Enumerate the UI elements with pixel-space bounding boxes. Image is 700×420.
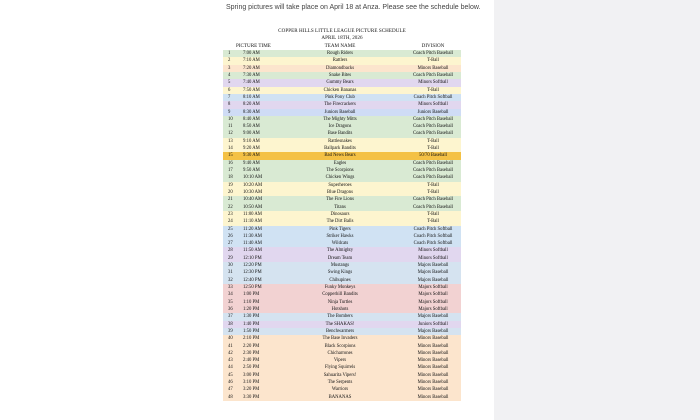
- side-panel: [494, 0, 700, 420]
- row-division: Minors Softball: [418, 80, 448, 86]
- schedule-row: [223, 50, 461, 57]
- row-team-name: Juniors Baseball: [324, 109, 356, 115]
- row-number: 26: [228, 233, 233, 239]
- row-division: 50/70 Baseball: [419, 153, 447, 159]
- schedule-row: [223, 386, 461, 393]
- row-number: 40: [228, 336, 233, 342]
- schedule-row: [223, 145, 461, 152]
- row-division: Minors Baseball: [417, 65, 449, 71]
- row-number: 43: [228, 358, 233, 364]
- row-division: Coach Pitch Baseball: [412, 160, 454, 166]
- row-time: 10:10 AM: [243, 175, 263, 181]
- row-team-name: BANANAS: [328, 394, 352, 400]
- row-time: 1:40 PM: [243, 321, 260, 327]
- header-picture-time: PICTURE TIME: [236, 43, 271, 49]
- row-team-name: Chicken Wings: [325, 175, 355, 181]
- row-team-name: Ballpark Bandits: [324, 146, 356, 152]
- row-division: Juniors Baseball: [417, 109, 449, 115]
- row-number: 24: [228, 219, 233, 225]
- schedule-row: [223, 109, 461, 116]
- row-number: 47: [228, 387, 233, 393]
- row-number: 45: [228, 372, 233, 378]
- row-number: 36: [228, 306, 233, 312]
- row-division: Minors Baseball: [417, 365, 449, 371]
- schedule-row: [223, 152, 461, 159]
- row-division: T-Ball: [427, 146, 439, 152]
- row-division: Majors Baseball: [417, 263, 449, 269]
- row-division: Majors Baseball: [417, 270, 449, 276]
- row-time: 12:40 PM: [243, 277, 262, 283]
- row-time: 10:20 AM: [243, 182, 263, 188]
- row-division: Juniors Softball: [418, 321, 448, 327]
- row-division: Minors Baseball: [417, 336, 449, 342]
- row-division: Coach Pitch Baseball: [412, 168, 454, 173]
- row-time: 11:00 AM: [243, 211, 262, 217]
- row-team-name: Striker Hawks: [326, 233, 354, 239]
- row-team-name: Chihupines: [329, 277, 351, 283]
- row-time: 7:30 AM: [243, 72, 260, 78]
- row-time: 9:30 AM: [243, 153, 260, 159]
- schedule-row: [223, 138, 461, 145]
- row-number: 1: [228, 51, 231, 56]
- row-time: 12:30 PM: [243, 270, 262, 276]
- row-number: 4: [228, 72, 231, 78]
- row-time: 12:10 PM: [243, 255, 262, 261]
- row-number: 32: [228, 277, 233, 283]
- row-division: Coach Pitch Baseball: [412, 72, 454, 78]
- row-division: T-Ball: [427, 189, 439, 195]
- row-time: 7:40 AM: [243, 80, 260, 86]
- row-time: 11:20 AM: [243, 226, 262, 232]
- row-number: 7: [228, 94, 231, 100]
- schedule-row: [223, 277, 461, 284]
- row-number: 25: [228, 226, 233, 232]
- row-number: 9: [228, 109, 231, 115]
- row-team-name: Dream Team: [327, 255, 353, 261]
- row-division: Minors Baseball: [417, 380, 449, 386]
- row-number: 30: [228, 263, 233, 269]
- schedule-row: [223, 123, 461, 130]
- row-number: 35: [228, 299, 233, 305]
- row-time: 3:00 PM: [243, 372, 260, 378]
- row-division: T-Ball: [427, 182, 439, 188]
- row-division: Minors Baseball: [417, 350, 449, 356]
- intro-text: Spring pictures will take place on April 18 at Anza. Please see the schedule below.: [226, 4, 481, 11]
- row-division: Majors Baseball: [417, 277, 449, 283]
- row-number: 3: [228, 65, 231, 71]
- row-team-name: Wildcats: [331, 241, 349, 247]
- row-division: Coach Pitch Softball: [413, 226, 453, 232]
- row-time: 8:10 AM: [243, 94, 260, 100]
- row-time: 2:30 PM: [243, 350, 260, 356]
- schedule-row: [223, 218, 461, 225]
- row-time: 8:30 AM: [243, 109, 260, 115]
- row-division: Minors Softball: [418, 255, 448, 261]
- schedule-row: [223, 306, 461, 313]
- row-team-name: Warriors: [331, 387, 349, 393]
- schedule-row: [223, 335, 461, 342]
- row-team-name: Superheroes: [328, 182, 352, 188]
- row-number: 13: [228, 138, 233, 144]
- row-time: 2:40 PM: [243, 358, 260, 364]
- row-time: 1:10 PM: [243, 299, 260, 305]
- row-team-name: Chicharrones: [327, 350, 353, 356]
- schedule-rows: [223, 50, 461, 401]
- row-division: Majors Softball: [418, 299, 448, 305]
- schedule-row: [223, 262, 461, 269]
- schedule-row: [223, 247, 461, 254]
- row-time: 11:10 AM: [243, 219, 262, 225]
- row-time: 7:20 AM: [243, 65, 260, 71]
- row-number: 5: [228, 80, 231, 86]
- row-number: 28: [228, 248, 233, 254]
- schedule-row: [223, 130, 461, 137]
- schedule-row: [223, 291, 461, 298]
- schedule-date: APRIL 18TH, 2026: [321, 35, 363, 41]
- row-time: 12:50 PM: [243, 285, 262, 290]
- schedule-header-row: [223, 43, 461, 50]
- row-time: 1:30 PM: [243, 314, 260, 320]
- row-number: 48: [228, 394, 233, 400]
- row-time: 2:50 PM: [243, 365, 260, 371]
- row-number: 27: [228, 241, 233, 247]
- schedule-row: [223, 182, 461, 189]
- row-time: 1:00 PM: [243, 292, 260, 298]
- row-number: 37: [228, 314, 233, 320]
- row-division: Minors Baseball: [417, 343, 449, 349]
- row-division: Majors Baseball: [417, 328, 449, 334]
- row-division: Minors Baseball: [417, 358, 449, 364]
- row-number: 42: [228, 350, 233, 356]
- row-number: 46: [228, 380, 233, 386]
- row-division: Coach Pitch Softball: [413, 233, 453, 239]
- row-division: Coach Pitch Softball: [413, 241, 453, 247]
- schedule-row: [223, 350, 461, 357]
- row-number: 29: [228, 255, 233, 261]
- row-time: 7:10 AM: [243, 58, 260, 64]
- schedule-row: [223, 357, 461, 364]
- row-time: 9:10 AM: [243, 138, 260, 144]
- row-time: 8:20 AM: [243, 102, 260, 108]
- row-time: 12:20 PM: [243, 263, 262, 269]
- row-team-name: The Dirt Balls: [326, 219, 354, 225]
- schedule-row: [223, 87, 461, 94]
- row-number: 44: [228, 365, 233, 371]
- row-number: 39: [228, 328, 233, 334]
- row-team-name: The Bombers: [327, 314, 353, 320]
- schedule-row: [223, 255, 461, 262]
- row-division: Minors Baseball: [417, 387, 449, 393]
- row-division: T-Ball: [427, 87, 439, 93]
- row-team-name: Flying Squirrels: [324, 365, 356, 371]
- row-number: 17: [228, 168, 233, 173]
- row-time: 8:50 AM: [243, 124, 260, 130]
- schedule-row: [223, 372, 461, 379]
- row-team-name: Black Scorpions: [324, 343, 356, 349]
- row-number: 11: [228, 124, 233, 130]
- row-number: 12: [228, 131, 233, 137]
- row-number: 20: [228, 189, 233, 195]
- row-team-name: The Base Invaders: [322, 336, 358, 342]
- row-team-name: Rattlers: [332, 58, 348, 64]
- row-number: 31: [228, 270, 233, 276]
- row-number: 2: [228, 58, 231, 64]
- row-team-name: Ninja Turtles: [327, 299, 353, 305]
- row-division: Coach Pitch Baseball: [412, 204, 454, 210]
- row-team-name: Funky Monkeys: [324, 285, 356, 290]
- schedule-row: [223, 379, 461, 386]
- row-number: 22: [228, 204, 233, 210]
- schedule-row: [223, 269, 461, 276]
- row-time: 10:50 AM: [243, 204, 263, 210]
- row-time: 11:30 AM: [243, 233, 262, 239]
- row-team-name: Hotshots: [331, 306, 349, 312]
- row-division: Majors Softball: [418, 285, 448, 290]
- row-number: 33: [228, 285, 233, 290]
- schedule-row: [223, 204, 461, 211]
- row-number: 16: [228, 160, 233, 166]
- row-number: 34: [228, 292, 233, 298]
- header-division: DIVISION: [421, 43, 445, 49]
- row-team-name: Base Bandits: [327, 131, 353, 137]
- row-time: 1:20 PM: [243, 306, 260, 312]
- schedule-row: [223, 321, 461, 328]
- schedule-row: [223, 299, 461, 306]
- row-number: 14: [228, 146, 233, 152]
- row-division: T-Ball: [427, 211, 439, 217]
- row-time: 11:50 AM: [243, 248, 262, 254]
- row-division: Coach Pitch Baseball: [412, 116, 454, 122]
- row-division: Coach Pitch Baseball: [412, 175, 454, 181]
- row-team-name: The Almighty: [326, 248, 354, 254]
- row-division: Coach Pitch Baseball: [412, 51, 454, 56]
- schedule-row: [223, 174, 461, 181]
- row-time: 7:00 AM: [243, 51, 260, 56]
- row-division: Minors Baseball: [417, 372, 449, 378]
- row-division: Coach Pitch Softball: [413, 94, 453, 100]
- schedule-row: [223, 196, 461, 203]
- row-division: Coach Pitch Baseball: [412, 197, 454, 203]
- row-team-name: Mustangs: [330, 263, 350, 269]
- row-division: Majors Softball: [418, 292, 448, 298]
- row-division: Minors Baseball: [417, 394, 449, 400]
- schedule-row: [223, 394, 461, 401]
- schedule-row: [223, 116, 461, 123]
- row-team-name: Swing Kings: [327, 270, 353, 276]
- row-team-name: Copperhill Bandits: [322, 292, 358, 298]
- row-time: 7:50 AM: [243, 87, 260, 93]
- row-team-name: Ice Dragons: [328, 124, 352, 130]
- row-division: Coach Pitch Baseball: [412, 124, 454, 130]
- schedule-row: [223, 240, 461, 247]
- row-team-name: Rattlesnakes: [328, 138, 352, 144]
- row-team-name: Gummy Bears: [326, 80, 354, 86]
- row-time: 10:30 AM: [243, 189, 263, 195]
- row-time: 2:20 PM: [243, 343, 260, 349]
- schedule-row: [223, 226, 461, 233]
- schedule-row: [223, 94, 461, 101]
- schedule-row: [223, 284, 461, 291]
- header-team-name: TEAM NAME: [324, 43, 356, 49]
- row-team-name: The Firecrackers: [324, 102, 356, 108]
- row-team-name: The Serpents: [327, 380, 353, 386]
- row-number: 23: [228, 211, 233, 217]
- row-team-name: Blue Dragons: [327, 189, 353, 195]
- row-team-name: The Mighty Mitts: [323, 116, 357, 122]
- schedule-row: [223, 79, 461, 86]
- row-team-name: Vipers: [333, 358, 347, 364]
- row-team-name: The Scorpions: [326, 168, 354, 173]
- row-time: 3:30 PM: [243, 394, 260, 400]
- schedule-row: [223, 328, 461, 335]
- row-division: Minors Softball: [418, 248, 448, 254]
- schedule-row: [223, 343, 461, 350]
- row-division: Majors Softball: [418, 306, 448, 312]
- row-number: 8: [228, 102, 231, 108]
- row-time: 9:40 AM: [243, 160, 260, 166]
- schedule-row: [223, 189, 461, 196]
- schedule-row: [223, 65, 461, 72]
- schedule-row: [223, 57, 461, 64]
- row-team-name: The Fire Lions: [326, 197, 354, 203]
- row-number: 10: [228, 116, 233, 122]
- schedule-row: [223, 211, 461, 218]
- picture-schedule: [223, 28, 461, 401]
- row-division: Coach Pitch Baseball: [412, 131, 454, 137]
- row-number: 19: [228, 182, 233, 188]
- row-team-name: Sahuarita Vipers!: [323, 372, 357, 378]
- row-team-name: Bad News Bears: [324, 153, 356, 159]
- row-number: 6: [228, 87, 231, 93]
- row-time: 3:20 PM: [243, 387, 260, 393]
- row-time: 10:40 AM: [243, 197, 263, 203]
- schedule-row: [223, 233, 461, 240]
- row-division: Majors Baseball: [417, 314, 449, 320]
- row-team-name: Chicken Bananas: [323, 87, 357, 93]
- row-team-name: Pink Tigers: [329, 226, 351, 232]
- row-division: T-Ball: [427, 138, 439, 144]
- row-team-name: Benchwarmers: [325, 328, 355, 334]
- row-team-name: Diamondbacks: [325, 65, 355, 71]
- row-number: 21: [228, 197, 233, 203]
- row-team-name: Eagles: [333, 160, 347, 166]
- row-team-name: Snake Bites: [328, 72, 352, 78]
- row-time: 9:00 AM: [243, 131, 260, 137]
- row-time: 1:50 PM: [243, 328, 260, 334]
- row-time: 9:50 AM: [243, 168, 260, 173]
- row-team-name: Rough Riders: [327, 51, 353, 56]
- row-team-name: Dinosaurs: [330, 211, 350, 217]
- schedule-row: [223, 101, 461, 108]
- row-team-name: Titans: [334, 204, 346, 210]
- schedule-row: [223, 364, 461, 371]
- row-time: 2:10 PM: [243, 336, 260, 342]
- row-number: 41: [228, 343, 233, 349]
- schedule-row: [223, 313, 461, 320]
- schedule-row: [223, 167, 461, 174]
- row-time: 8:40 AM: [243, 116, 260, 122]
- row-time: 11:40 AM: [243, 241, 262, 247]
- schedule-row: [223, 72, 461, 79]
- row-division: T-Ball: [427, 219, 439, 225]
- row-number: 15: [228, 153, 233, 159]
- row-number: 38: [228, 321, 233, 327]
- schedule-title: COPPER HILLS LITTLE LEAGUE PICTURE SCHEDULE: [278, 28, 406, 34]
- row-team-name: Pink Pony Club: [325, 94, 355, 100]
- row-team-name: The SHAKAS!: [325, 321, 355, 327]
- row-time: 3:10 PM: [243, 380, 260, 386]
- row-number: 18: [228, 175, 233, 181]
- row-time: 9:20 AM: [243, 146, 260, 152]
- schedule-row: [223, 160, 461, 167]
- row-division: T-Ball: [427, 58, 439, 64]
- row-division: Minors Softball: [418, 102, 448, 108]
